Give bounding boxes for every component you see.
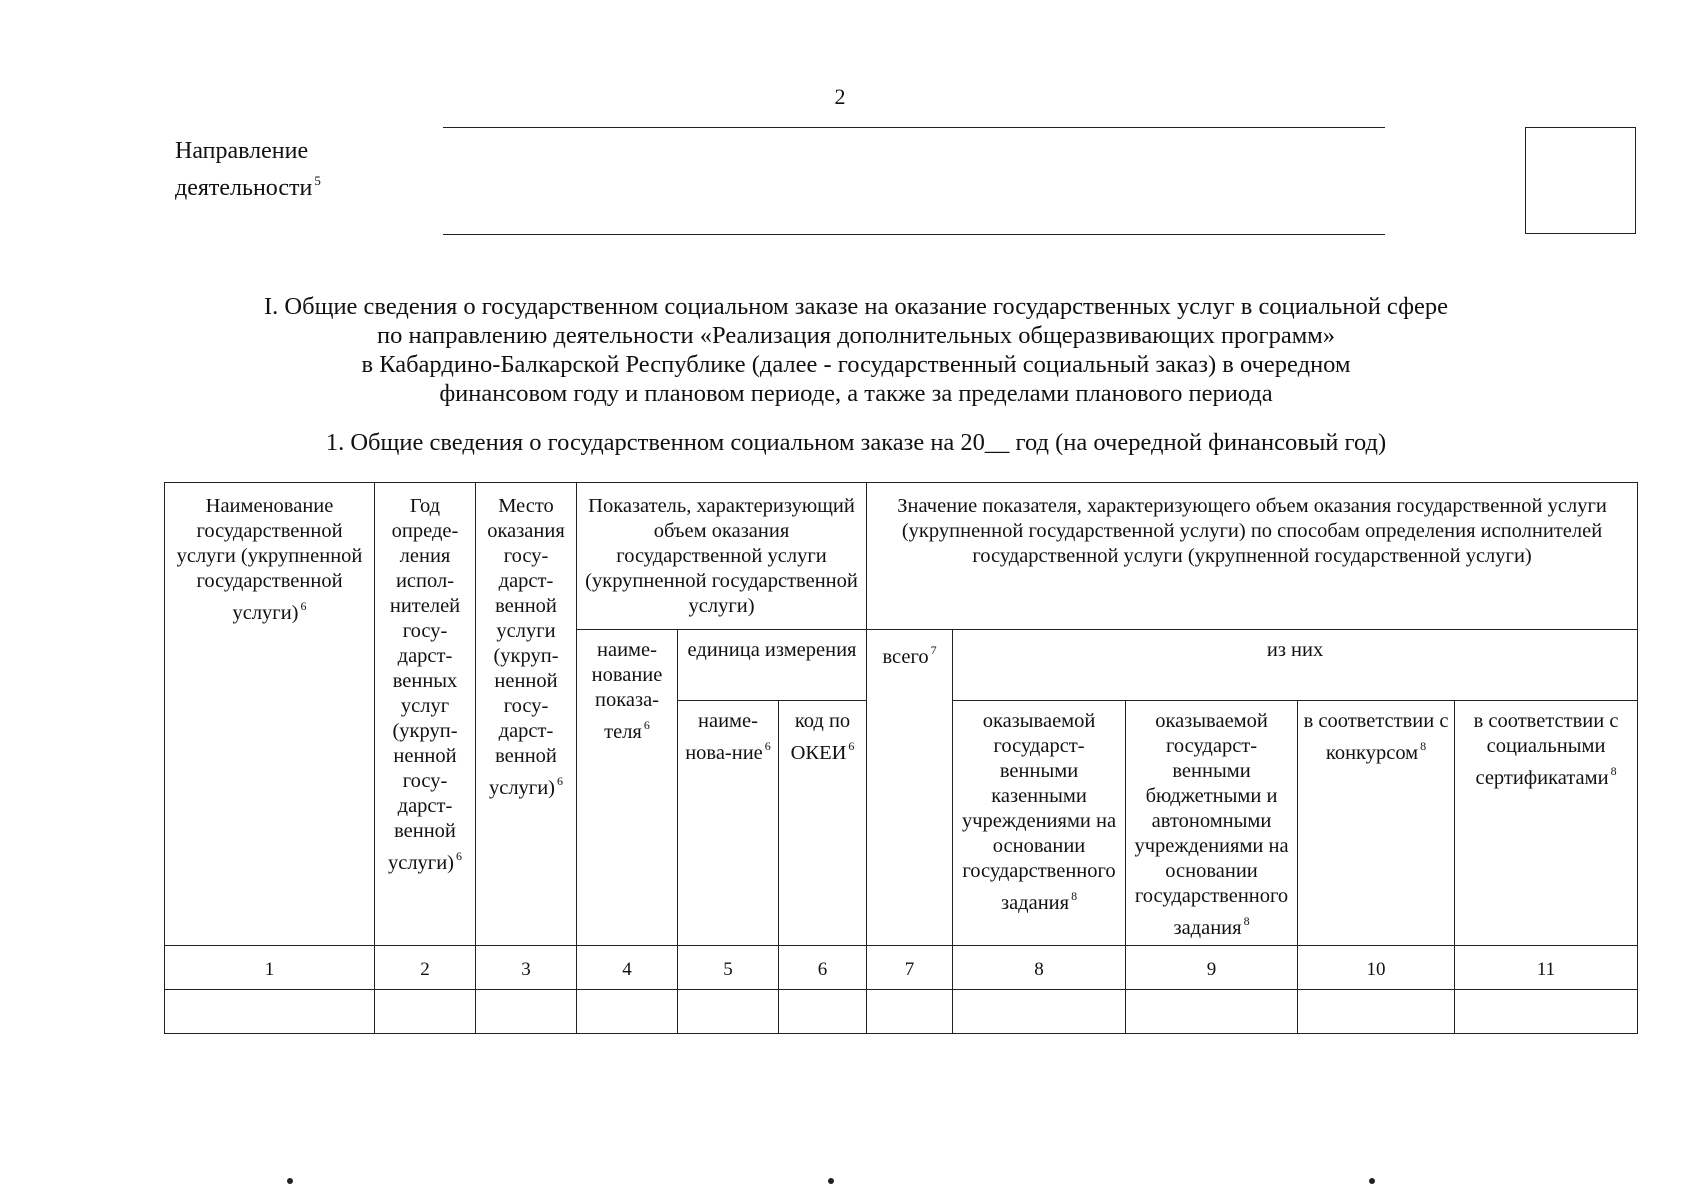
social-order-table <box>164 482 1638 1034</box>
header-place: Место оказания госу-дарст-венной услуги (укруп-ненной госу-дарст-венной услуги) $^6$ <box>476 483 577 946</box>
column-number: 7 <box>867 946 953 990</box>
empty-cell <box>1126 990 1298 1034</box>
section-title-line: финансовом году и плановом периоде, а также за пределами планового периода <box>439 380 1273 407</box>
column-number: 5 <box>678 946 779 990</box>
empty-cell <box>1298 990 1455 1034</box>
direction-code-box <box>1525 127 1636 234</box>
section-title-line: по направлению деятельности «Реализация дополнительных общеразвивающих программ» <box>377 322 1335 349</box>
column-number: 3 <box>476 946 577 990</box>
column-number: 1 <box>165 946 375 990</box>
column-number: 10 <box>1298 946 1455 990</box>
section-title-line: I. Общие сведения о государственном социальном заказе на оказание государственных услуг в социальной сфере <box>264 293 1448 320</box>
empty-cell <box>375 990 476 1034</box>
scan-dot <box>1369 1178 1375 1184</box>
column-number: 6 <box>779 946 867 990</box>
empty-cell <box>953 990 1126 1034</box>
header-total: всего $^7$ <box>867 630 953 946</box>
header-indicator-value: Значение показателя, характеризующего объем оказания государственной услуги (укрупненной государственной услуги) по способам определения исполнителей государственной услуги (укрупненной государственной услуги) <box>867 483 1638 630</box>
scan-dot <box>828 1178 834 1184</box>
header-indicator-name: наиме-нование показа-теля $^6$ <box>577 630 678 946</box>
header-year: Год опреде-ления испол-нителей госу-дарст-венных услуг (укруп-ненной госу-дарст-венной услуги) $^6$ <box>375 483 476 946</box>
scan-dot <box>287 1178 293 1184</box>
header-competition: в соответствии с конкурсом $^8$ <box>1298 701 1455 946</box>
empty-cell <box>678 990 779 1034</box>
direction-footnote: 5 <box>314 173 321 188</box>
direction-label <box>175 136 321 203</box>
empty-cell <box>867 990 953 1034</box>
empty-cell <box>577 990 678 1034</box>
header-service-name: Наименование государственной услуги (укрупненной государственной услуги) $^6$ <box>165 483 375 946</box>
column-number: 8 <box>953 946 1126 990</box>
direction-line-bottom <box>443 234 1385 235</box>
direction-label-line1: Направление <box>175 138 309 164</box>
page-number: 2 <box>834 84 846 109</box>
empty-cell <box>1455 990 1638 1034</box>
header-of-them: из них <box>953 630 1638 701</box>
section-title-line: в Кабардино-Балкарской Республике (далее - государственный социальный заказ) в очередном <box>361 351 1351 378</box>
column-number: 11 <box>1455 946 1638 990</box>
section-title <box>150 292 1562 408</box>
empty-cell <box>476 990 577 1034</box>
empty-cell <box>165 990 375 1034</box>
subsection-title: 1. Общие сведения о государственном социальном заказе на 20__ год (на очередной финансовый год) <box>325 429 1387 456</box>
header-indicator: Показатель, характеризующий объем оказания государственной услуги (укрупненной государственной услуги) <box>577 483 867 630</box>
column-number: 2 <box>375 946 476 990</box>
header-state-institutions: оказываемой государст-венными казенными учреждениями на основании государственного задания $^8$ <box>953 701 1126 946</box>
header-unit-name: наиме-нова-ние $^6$ <box>678 701 779 946</box>
empty-cell <box>779 990 867 1034</box>
direction-label-line2: деятельности <box>175 175 313 201</box>
header-unit: единица измерения <box>678 630 867 701</box>
column-number: 9 <box>1126 946 1298 990</box>
header-budget-institutions: оказываемой государст-венными бюджетными и автономными учреждениями на основании государственного задания $^8$ <box>1126 701 1298 946</box>
header-certificates: в соответствии с социальными сертификатами $^8$ <box>1455 701 1638 946</box>
header-unit-okei-code: код по ОКЕИ $^6$ <box>779 701 867 946</box>
direction-line-top <box>443 127 1385 128</box>
column-number: 4 <box>577 946 678 990</box>
